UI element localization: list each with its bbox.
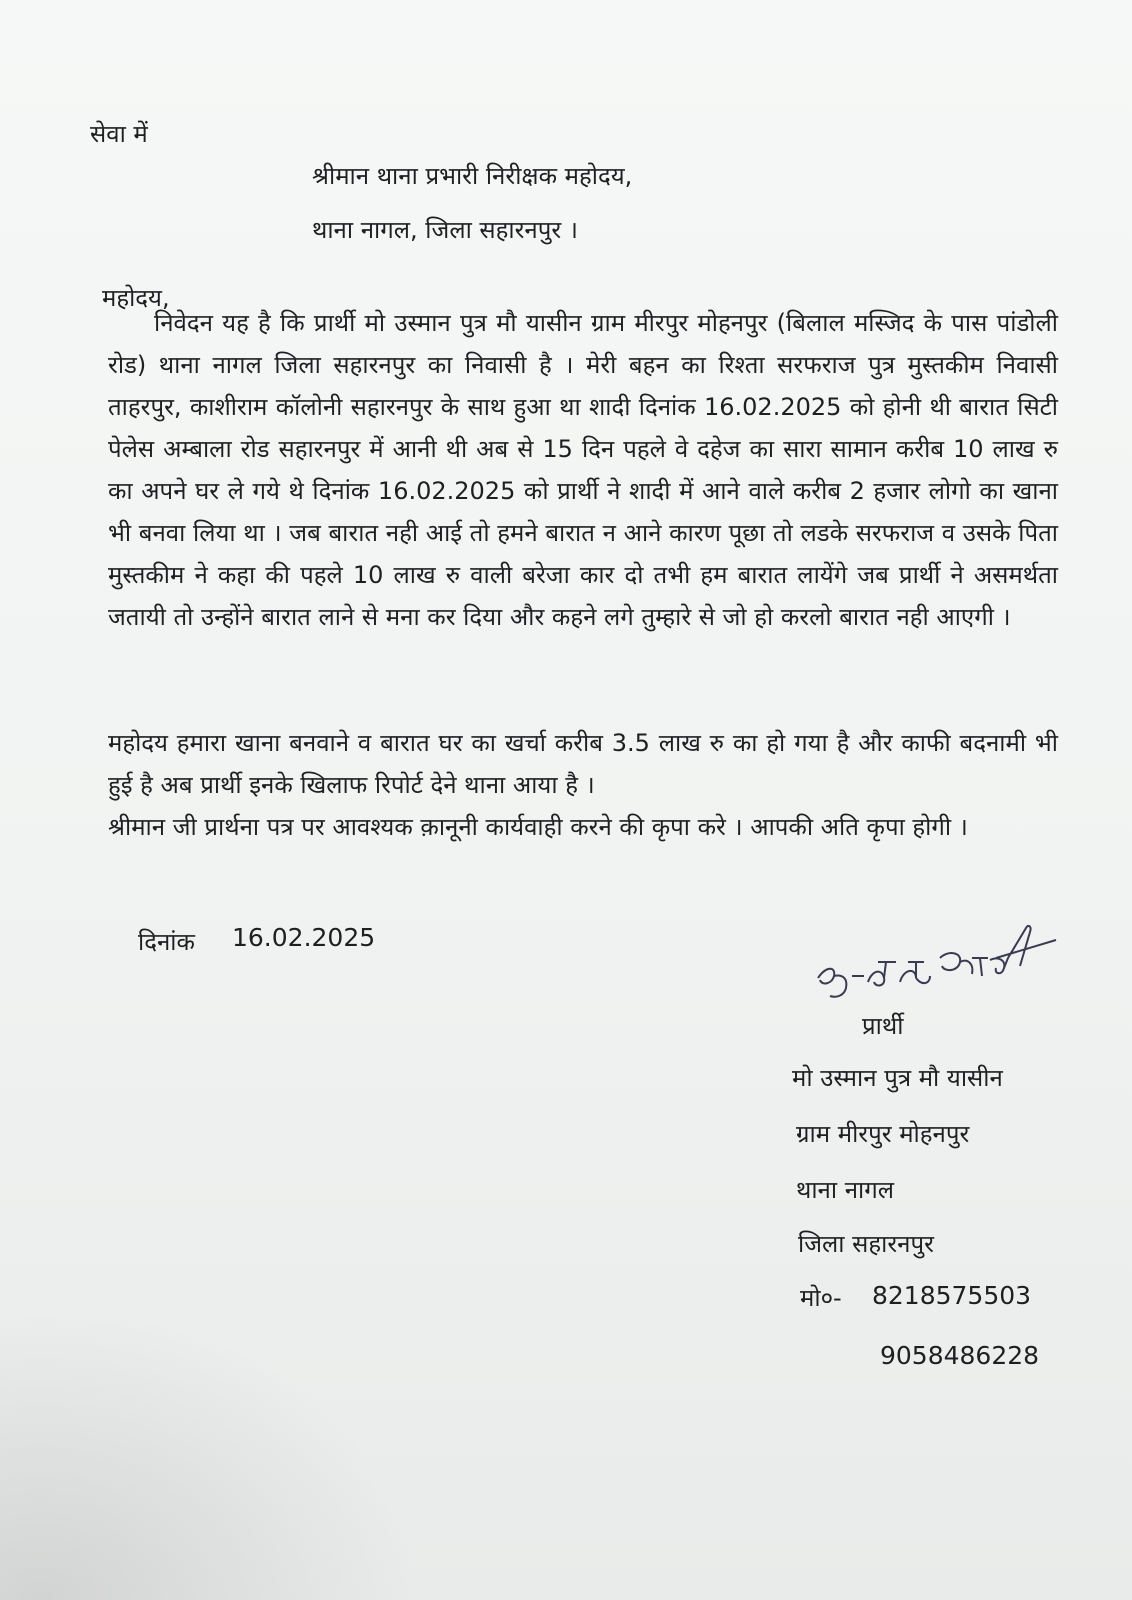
applicant-district: जिला सहारनपुर	[798, 1230, 934, 1258]
greeting: महोदय,	[102, 284, 170, 312]
date-label: दिनांक	[138, 928, 195, 956]
recipient-line-1: श्रीमान थाना प्रभारी निरीक्षक महोदय,	[312, 162, 633, 190]
applicant-name: मो उस्मान पुत्र मौ यासीन	[792, 1064, 1003, 1092]
phone-number-2: 9058486228	[880, 1341, 1040, 1370]
body-paragraph-1: निवेदन यह है कि प्रार्थी मो उस्मान पुत्र मौ यासीन ग्राम मीरपुर मोहनपुर (बिलाल मस्जिद के पास पांडोली रोड) थाना नागल जिला सहारनपुर का निवासी है । मेरी बहन का रिश्ता सरफराज पुत्र मुस्तकीम निवासी ताहरपुर, काशीराम कॉलोनी सहारनपुर के साथ हुआ था शादी दिनांक 16.02.2025 को होनी थी बारात सिटी पेलेस अम्बाला रोड सहारनपुर में आनी थी अब से 15 दिन पहले वे दहेज का सारा सामान करीब 10 लाख रु का अपने घर ले गये थे दिनांक 16.02.2025 को प्रार्थी ने शादी में आने वाले करीब 2 हजार लोगो का खाना भी बनवा लिया था । जब बारात नही आई तो हमने बारात न आने कारण पूछा तो लडके सरफराज व उसके पिता मुस्तकीम ने कहा की पहले 10 लाख रु वाली बरेजा कार दो तभी हम बारात लायेंगे जब प्रार्थी ने असमर्थता जतायी तो उन्होंने बारात लाने से मना कर दिया और कहने लगे तुम्हारे से जो हो करलो बारात नही आएगी ।	[108, 309, 1058, 631]
applicant-title: प्रार्थी	[862, 1012, 904, 1040]
applicant-village: ग्राम मीरपुर मोहनपुर	[796, 1120, 970, 1148]
body-paragraph-3: श्रीमान जी प्रार्थना पत्र पर आवश्यक क़ानूनी कार्यवाही करने की कृपा करे । आपकी अति कृपा होगी ।	[108, 813, 968, 841]
applicant-station: थाना नागल	[796, 1176, 895, 1204]
handwritten-signature	[812, 918, 1072, 1008]
phone-number-1: 8218575503	[872, 1281, 1032, 1310]
salutation-to: सेवा में	[90, 120, 148, 148]
phone-label: मो०-	[800, 1284, 842, 1312]
recipient-line-2: थाना नागल, जिला सहारनपुर ।	[312, 216, 578, 244]
signature-drawing	[812, 918, 1072, 1008]
body-paragraph-2: महोदय हमारा खाना बनवाने व बारात घर का खर्चा करीब 3.5 लाख रु का हो गया है और काफी बदनामी भी हुई है अब प्रार्थी इनके खिलाफ रिपोर्ट देने थाना आया है ।	[108, 729, 1058, 799]
photo-shadow	[0, 1300, 420, 1600]
date-value: 16.02.2025	[232, 923, 376, 952]
